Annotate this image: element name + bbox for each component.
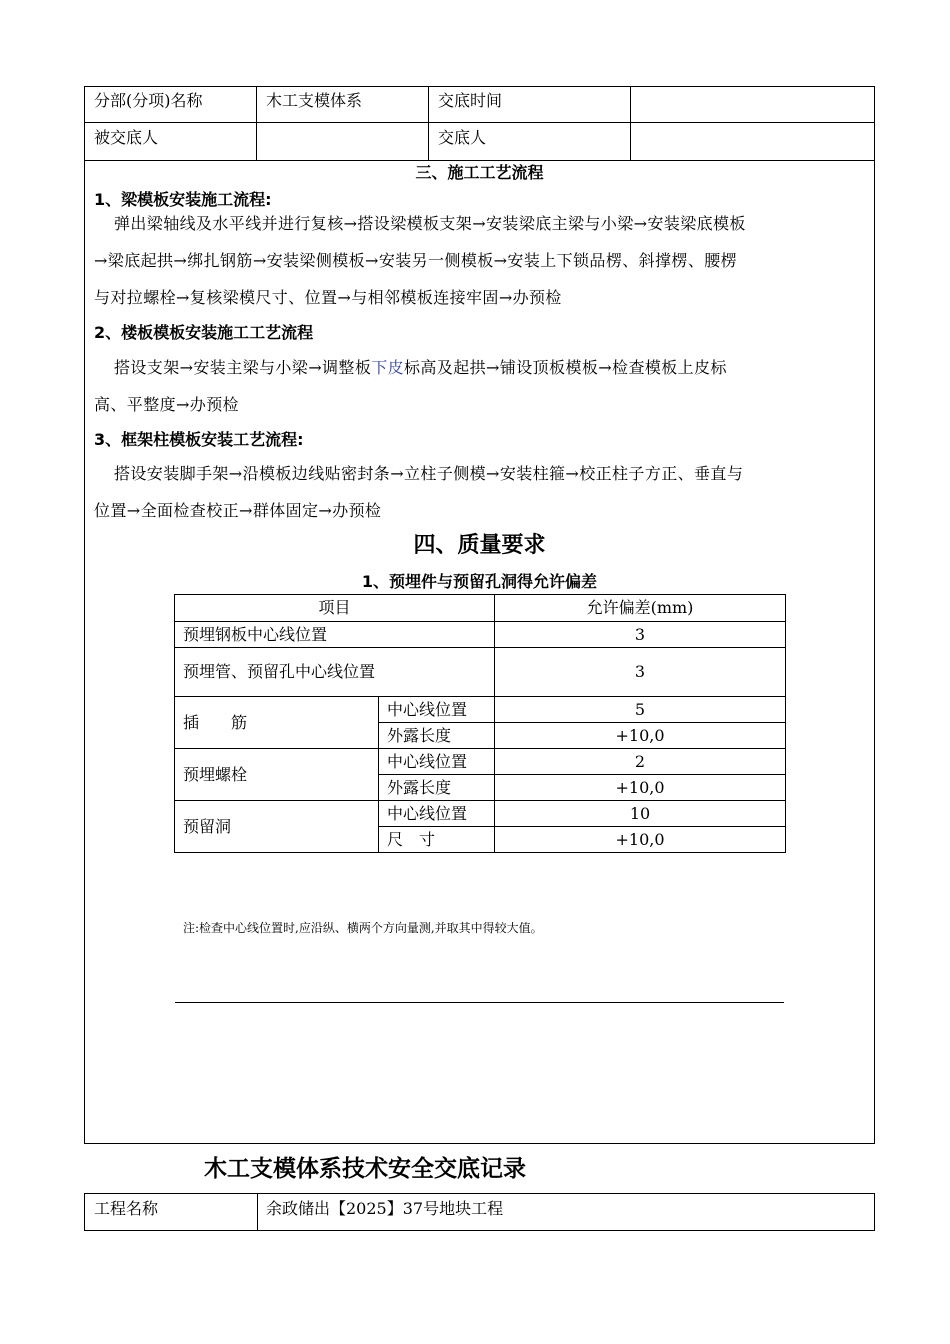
header-label-time: 交底时间 [438, 91, 503, 110]
section4-title: 四、质量要求 [413, 533, 546, 558]
table-header-item: 项目 [175, 595, 495, 622]
section3-sub1-heading: 1、梁模板安装施工流程: [94, 190, 272, 209]
table-cell-subitem: 中心线位置 [379, 749, 495, 775]
table-cell-value: 5 [495, 697, 786, 723]
table-cell-value: +10,0 [495, 827, 786, 853]
table-header-row [175, 595, 786, 622]
section3-sub2-line2: 高、平整度→办预检 [94, 395, 240, 414]
section3-title: 三、施工工艺流程 [415, 163, 544, 182]
section3-sub3-heading: 3、框架柱模板安装工艺流程: [94, 430, 304, 449]
sub2-line1-highlight: 下皮 [371, 358, 405, 377]
section3-sub1-line3: 与对拉螺栓→复核梁模尺寸、位置→与相邻模板连接牢固→办预检 [94, 288, 562, 307]
signature-line [175, 1002, 784, 1003]
table-cell-item: 预留洞 [175, 801, 379, 853]
table-row [175, 622, 786, 648]
header-label-discloser: 交底人 [438, 128, 487, 147]
section3-sub2-line1 [94, 349, 868, 386]
table-row [175, 697, 786, 723]
table-header-tolerance: 允许偏差(mm) [495, 595, 786, 622]
table-cell-subitem: 外露长度 [379, 723, 495, 749]
section3-sub1-line1: 弹出梁轴线及水平线并进行复核→搭设梁模板支架→安装梁底主梁与小梁→安装梁底模板 [114, 214, 746, 233]
sub2-line1-part-a: 搭设支架→安装主梁与小梁→调整板 [114, 358, 372, 377]
table-cell-item: 插 筋 [175, 697, 379, 749]
table-cell-item: 预埋螺栓 [175, 749, 379, 801]
table-cell-value: +10,0 [495, 723, 786, 749]
section3-sub1-line2: →梁底起拱→绑扎钢筋→安装梁侧模板→安装另一侧模板→安装上下锁品楞、斜撑楞、腰楞 [94, 251, 738, 270]
section3-sub2-heading: 2、楼板模板安装施工工艺流程 [94, 323, 314, 342]
table-cell-item: 预埋管、预留孔中心线位置 [175, 648, 495, 697]
section3-sub3-line1: 搭设安装脚手架→沿模板边线贴密封条→立柱子侧模→安装柱箍→校正柱子方正、垂直与 [114, 464, 744, 483]
sub2-line1-part-b: 标高及起拱→铺设顶板模板→检查模板上皮标 [404, 358, 727, 377]
table-cell-value: +10,0 [495, 775, 786, 801]
header-label-recipient: 被交底人 [94, 128, 159, 147]
table-cell-value: 2 [495, 749, 786, 775]
table-cell-subitem: 中心线位置 [379, 801, 495, 827]
table-cell-item: 预埋钢板中心线位置 [175, 622, 495, 648]
table-cell-subitem: 外露长度 [379, 775, 495, 801]
record-title: 木工支模体系技术安全交底记录 [204, 1156, 526, 1182]
table-cell-value: 3 [495, 622, 786, 648]
table-row [175, 749, 786, 775]
table-cell-value: 3 [495, 648, 786, 697]
table-row [175, 801, 786, 827]
table-note: 注:检查中心线位置时,应沿纵、横两个方向量测,并取其中得较大值。 [183, 921, 543, 935]
header-value-subproject: 木工支模体系 [266, 91, 363, 110]
table-row [175, 648, 786, 697]
table-cell-subitem: 尺 寸 [379, 827, 495, 853]
tolerance-table [174, 594, 786, 853]
table-cell-value: 10 [495, 801, 786, 827]
project-name-value: 余政储出【2025】37号地块工程 [266, 1199, 504, 1218]
tolerance-table-title: 1、预埋件与预留孔洞得允许偏差 [361, 572, 598, 591]
header-label-subproject: 分部(分项)名称 [94, 91, 203, 110]
project-name-label: 工程名称 [94, 1199, 159, 1218]
section3-sub3-line2: 位置→全面检查校正→群体固定→办预检 [94, 501, 382, 520]
table-cell-subitem: 中心线位置 [379, 697, 495, 723]
